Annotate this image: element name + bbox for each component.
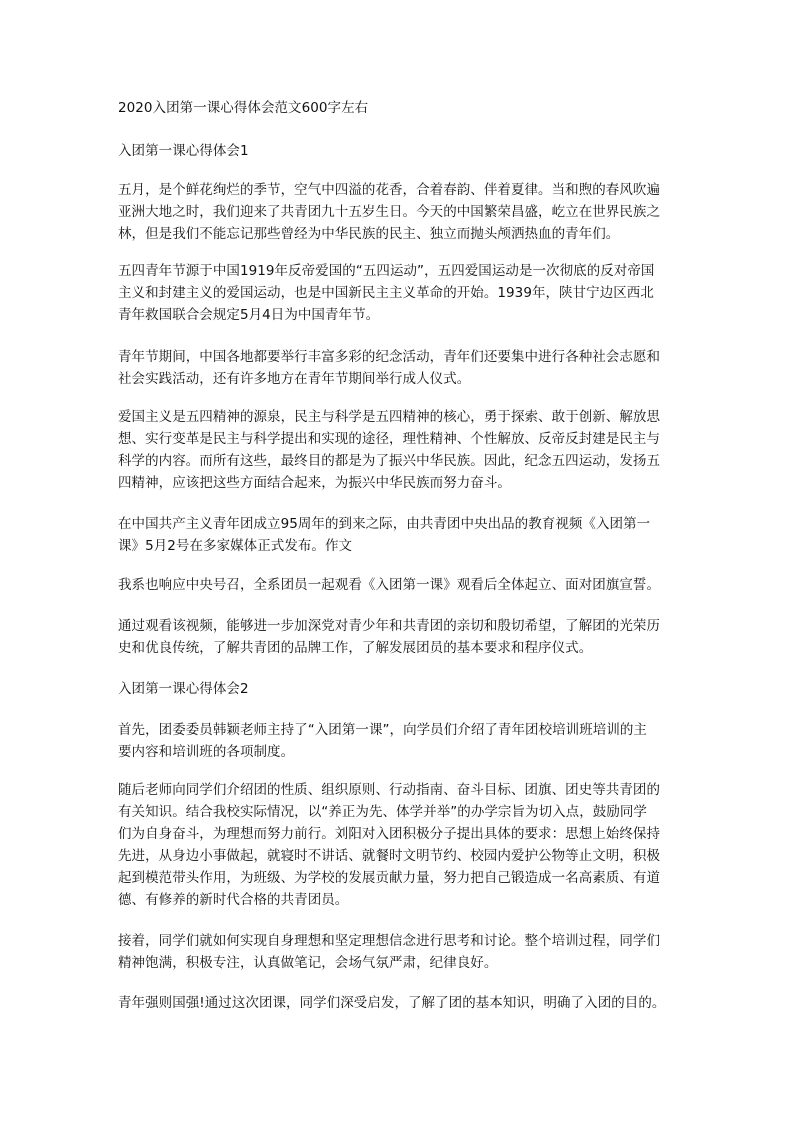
- paragraph-line: 课》5月2号在多家媒体正式发布。作文: [118, 538, 353, 554]
- paragraph-line: 接着，同学们就如何实现自身理想和坚定理想信念进行思考和讨论。整个培训过程，同学们: [118, 933, 660, 949]
- paragraph-line: 精神饱满，积极专注，认真做笔记，会场气氛严肃，纪律良好。: [118, 955, 498, 971]
- paragraph-line: 亚洲大地之时，我们迎来了共青团九十五岁生日。今天的中国繁荣昌盛，屹立在世界民族之: [118, 204, 660, 220]
- paragraph-line: 首先，团委委员韩颖老师主持了“入团第一课”，向学员们介绍了青年团校培训班培训的主: [118, 722, 647, 738]
- section-1-heading: 入团第一课心得体会1: [118, 143, 249, 159]
- paragraph-line: 在中国共产主义青年团成立95周年的到来之际，由共青团中央出品的教育视频《入团第一: [118, 516, 651, 532]
- paragraph-line: 五月，是个鲜花绚烂的季节，空气中四溢的花香，合着春韵、伴着夏律。当和煦的春风吹遍: [118, 182, 660, 198]
- paragraph-line: 我系也响应中央号召，全系团员一起观看《入团第一课》观看后全体起立、面对团旗宣誓。: [118, 577, 660, 593]
- paragraph-line: 四精神，应该把这些方面结合起来，为振兴中华民族而努力奋斗。: [118, 475, 511, 491]
- paragraph-line: 要内容和培训班的各项制度。: [118, 744, 295, 760]
- paragraph-line: 史和优良传统，了解共青团的品牌工作，了解发展团员的基本要求和程序仪式。: [118, 640, 593, 656]
- paragraph-line: 们为自身奋斗，为理想而努力前行。刘阳对入团积极分子提出具体的要求：思想上始终保持: [118, 826, 660, 842]
- paragraph-line: 先进，从身边小事做起，就寝时不讲话、就餐时文明节约、校园内爱护公物等止文明，积极: [118, 848, 660, 864]
- paragraph-line: 青年救国联合会规定5月4日为中国青年节。: [118, 307, 380, 323]
- paragraph-line: 青年强则国强!通过这次团课，同学们深受启发，了解了团的基本知识，明确了入团的目的。: [118, 995, 666, 1011]
- paragraph-line: 科学的内容。而所有这些，最终目的都是为了振兴中华民族。因此，纪念五四运动，发扬五: [118, 453, 660, 469]
- paragraph-line: 社会实践活动，还有许多地方在青年节期间举行成人仪式。: [118, 371, 471, 387]
- paragraph-line: 五四青年节源于中国1919年反帝爱国的“五四运动”，五四爱国运动是一次彻底的反对帝国: [118, 263, 655, 279]
- paragraph-line: 林，但是我们不能忘记那些曾经为中华民族的民主、独立而抛头颅洒热血的青年们。: [118, 226, 620, 242]
- paragraph-line: 爱国主义是五四精神的源泉，民主与科学是五四精神的核心，勇于探索、敢于创新、解放思: [118, 409, 660, 425]
- paragraph-line: 想、实行变革是民主与科学提出和实现的途径，理性精神、个性解放、反帝反封建是民主与: [118, 431, 660, 447]
- section-2-heading: 入团第一课心得体会2: [118, 681, 249, 697]
- paragraph-line: 主义和封建主义的爱国运动，也是中国新民主主义革命的开始。1939年，陕甘宁边区西北: [118, 285, 654, 301]
- paragraph-line: 德、有修养的新时代合格的共青团员。: [118, 892, 349, 908]
- paragraph-line: 青年节期间，中国各地都要举行丰富多彩的纪念活动，青年们还要集中进行各种社会志愿和: [118, 349, 660, 365]
- paragraph-line: 起到模范带头作用，为班级、为学校的发展贡献力量，努力把自己锻造成一名高素质、有道: [118, 870, 660, 886]
- paragraph-line: 随后老师向同学们介绍团的性质、组织原则、行动指南、奋斗目标、团旗、团史等共青团的: [118, 782, 660, 798]
- paragraph-line: 通过观看该视频，能够进一步加深党对青少年和共青团的亲切和殷切希望，了解团的光荣历: [118, 618, 660, 634]
- document-title: 2020入团第一课心得体会范文600字左右: [118, 100, 369, 116]
- paragraph-line: 有关知识。结合我校实际情况，以“养正为先、体学并举”的办学宗旨为切入点，鼓励同学: [118, 804, 647, 820]
